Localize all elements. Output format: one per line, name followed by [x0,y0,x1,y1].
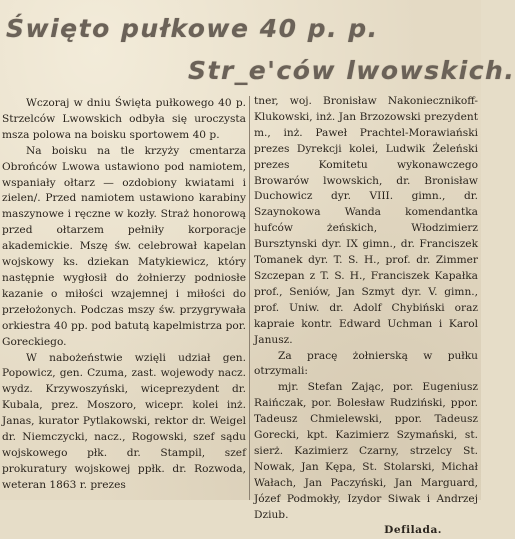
paragraph-awards-intro: Za pracę żołnierską w pułku otrzymali: [254,349,478,378]
headline-line-2: Str_e'ców lwowskich. [188,56,515,85]
left-column [2,96,246,500]
right-column [254,94,478,537]
article-body [0,95,481,537]
headline [0,4,515,96]
paragraph-attendees-continued: tner, woj. Bronisław Nakoniecznikoff-Klukowski, inż. Jan Brzozowski prezydent m., inż. Paweł Prachtel-Morawiański prezes Dyrekcji kolei, Ludwik Żeleński prezes Komitetu wykonawczego Browarów lwowskich, dr. Bronisław Duchowicz dyr. VIII. gimn., dr. Szaynokowa Wanda komendantka hufców żeńskich, Włodzimierz Bursztynski dyr. IX gimn., dr. Franciszek Tomanek dyr. T. S. H., prof. dr. Zimmer Szczepan z T. S. H., Franciszek Kapałka prof., Seniów, Jan Szmyt dyr. V. gimn., prof. Uniw. dr. Adolf Chybiński oraz kapraie kontr. Edward Uchman i Karol Janusz. [254,95,478,346]
paragraph-intro: Wczoraj w dniu Święta pułkowego 40 p. Strzelców Lwowskich odbyła się uroczysta msza polowa na boisku sportowem 40 p. [2,97,246,141]
paragraph-awards-list: mjr. Stefan Zając, por. Eugeniusz Raińczak, por. Bolesław Rudziński, ppor. Tadeusz Chmielewski, ppor. Tadeusz Gorecki, kpt. Kazimierz Szymański, st. sierż. Kazimierz Czarny, strzelcy St. Nowak, Jan Kępa, St. Stolarski, Michał Wałach, Jan Paczyński, Jan Marguard, Józef Podmokły, Izydor Siwak i Andrzej Dziub. [254,381,478,521]
paragraph-mass: Na boisku na tle krzyży cmentarza Obrońców Lwowa ustawiono pod namiotem, wspaniały ołtarz — ozdobiony kwiatami i zielen/. Przed namiotem ustawiono karabiny maszynowe i ręczne w kozły. Straż honorową przed ołtarzem pełniły korporacje akademickie. Mszę św. celebrował kapelan wojskowy ks. dziekan Matykiewicz, który następnie wygłosił do żołnierzy podniosłe kazanie o miłości wzajemnej i miłości do przełożonych. Podczas mszy św. przygrywała orkiestra 40 pp. pod batutą kapelmistrza por. Goreckiego. [2,144,246,348]
paragraph-attendees: W nabożeństwie wzięli udział gen. Popowicz, gen. Czuma, zast. wojewody nacz. wydz. Krzywoszyński, wiceprezydent dr. Kubala, prez. Moszoro, wicepr. kolei inż. Janas, kurator Pytlakowski, rektor dr. Weigel dr. Niemczycki, nacz., Rogowski, szef sądu wojskowego płk. dr. Stampil, szef prokuratury wojskowej ppłk. dr. Rozwoda, weteran 1863 r. prezes [2,351,246,491]
section-signature: Defilada. [384,524,442,537]
headline-line-1: Święto pułkowe 40 p. p. [6,14,379,43]
